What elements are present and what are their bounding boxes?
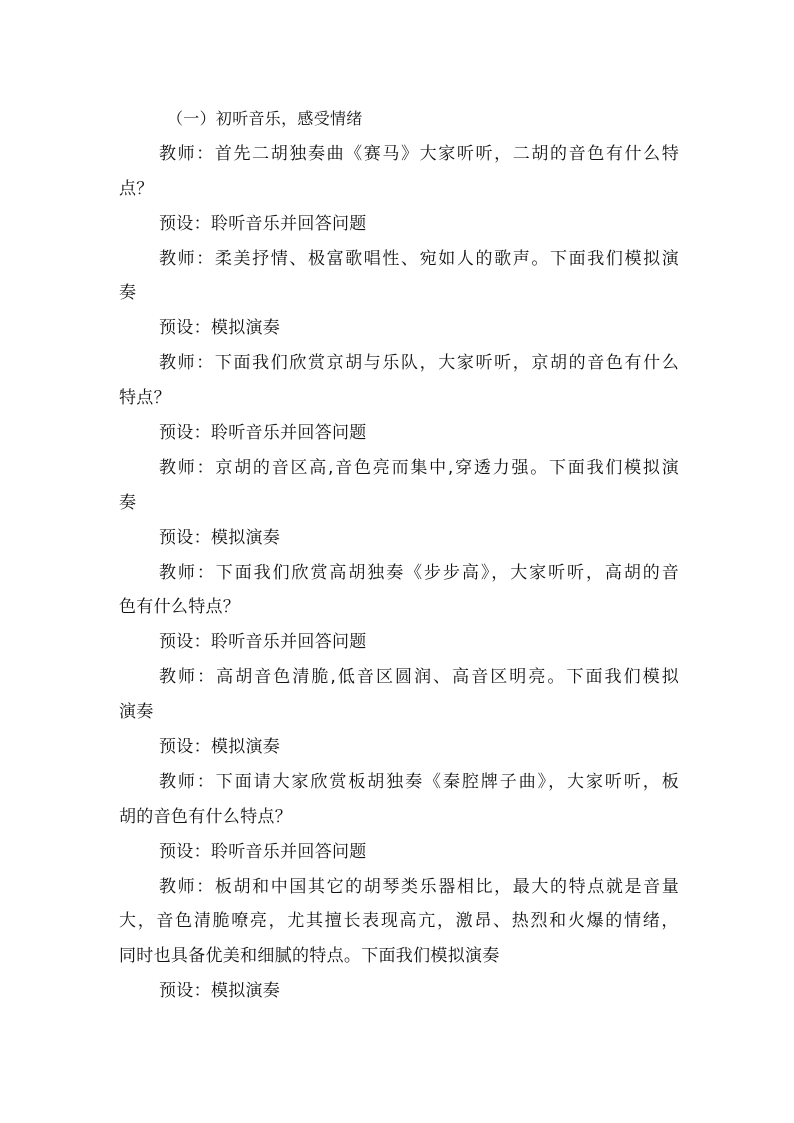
teacher-line: 教师：板胡和中国其它的胡琴类乐器相比，最大的特点就是音量	[159, 876, 679, 897]
continuation-line: 同时也具备优美和细腻的特点。下面我们模拟演奏	[119, 946, 500, 967]
preset-line: 预设：模拟演奏	[159, 318, 281, 339]
preset-line: 预设：模拟演奏	[159, 737, 281, 758]
teacher-line: 教师：柔美抒情、极富歌唱性、宛如人的歌声。下面我们模拟演	[159, 248, 679, 269]
teacher-line: 教师：京胡的音区高,音色亮而集中,穿透力强。下面我们模拟演	[159, 457, 679, 478]
continuation-line: 奏	[119, 492, 137, 513]
preset-line: 预设：聆听音乐并回答问题	[159, 841, 367, 862]
teacher-line: 教师：下面我们欣赏京胡与乐队，大家听听，京胡的音色有什么	[159, 353, 679, 374]
continuation-line: 色有什么特点？	[119, 597, 241, 618]
document-body	[119, 102, 679, 1009]
continuation-line: 演奏	[119, 702, 154, 723]
teacher-line: 教师：下面我们欣赏高胡独奏《步步高》，大家听听，高胡的音	[159, 562, 679, 583]
preset-line: 预设：聆听音乐并回答问题	[159, 423, 367, 444]
section-title: （一）初听音乐，感受情绪	[167, 109, 363, 128]
continuation-line: 特点？	[119, 388, 171, 409]
teacher-line: 教师：首先二胡独奏曲《赛马》大家听听，二胡的音色有什么特	[159, 143, 679, 164]
continuation-line: 奏	[119, 283, 137, 304]
continuation-line: 大，音色清脆嘹亮，尤其擅长表现高亢，激昂、热烈和火爆的情绪，	[119, 911, 679, 932]
preset-line: 预设：聆听音乐并回答问题	[159, 213, 367, 234]
preset-line: 预设：聆听音乐并回答问题	[159, 632, 367, 653]
teacher-line: 教师：高胡音色清脆,低音区圆润、高音区明亮。下面我们模拟	[159, 667, 679, 688]
continuation-line: 点？	[119, 178, 154, 199]
continuation-line: 胡的音色有什么特点？	[119, 806, 292, 827]
preset-line: 预设：模拟演奏	[159, 527, 281, 548]
teacher-line: 教师：下面请大家欣赏板胡独奏《秦腔牌子曲》，大家听听，板	[159, 771, 679, 792]
preset-line: 预设：模拟演奏	[159, 981, 281, 1002]
